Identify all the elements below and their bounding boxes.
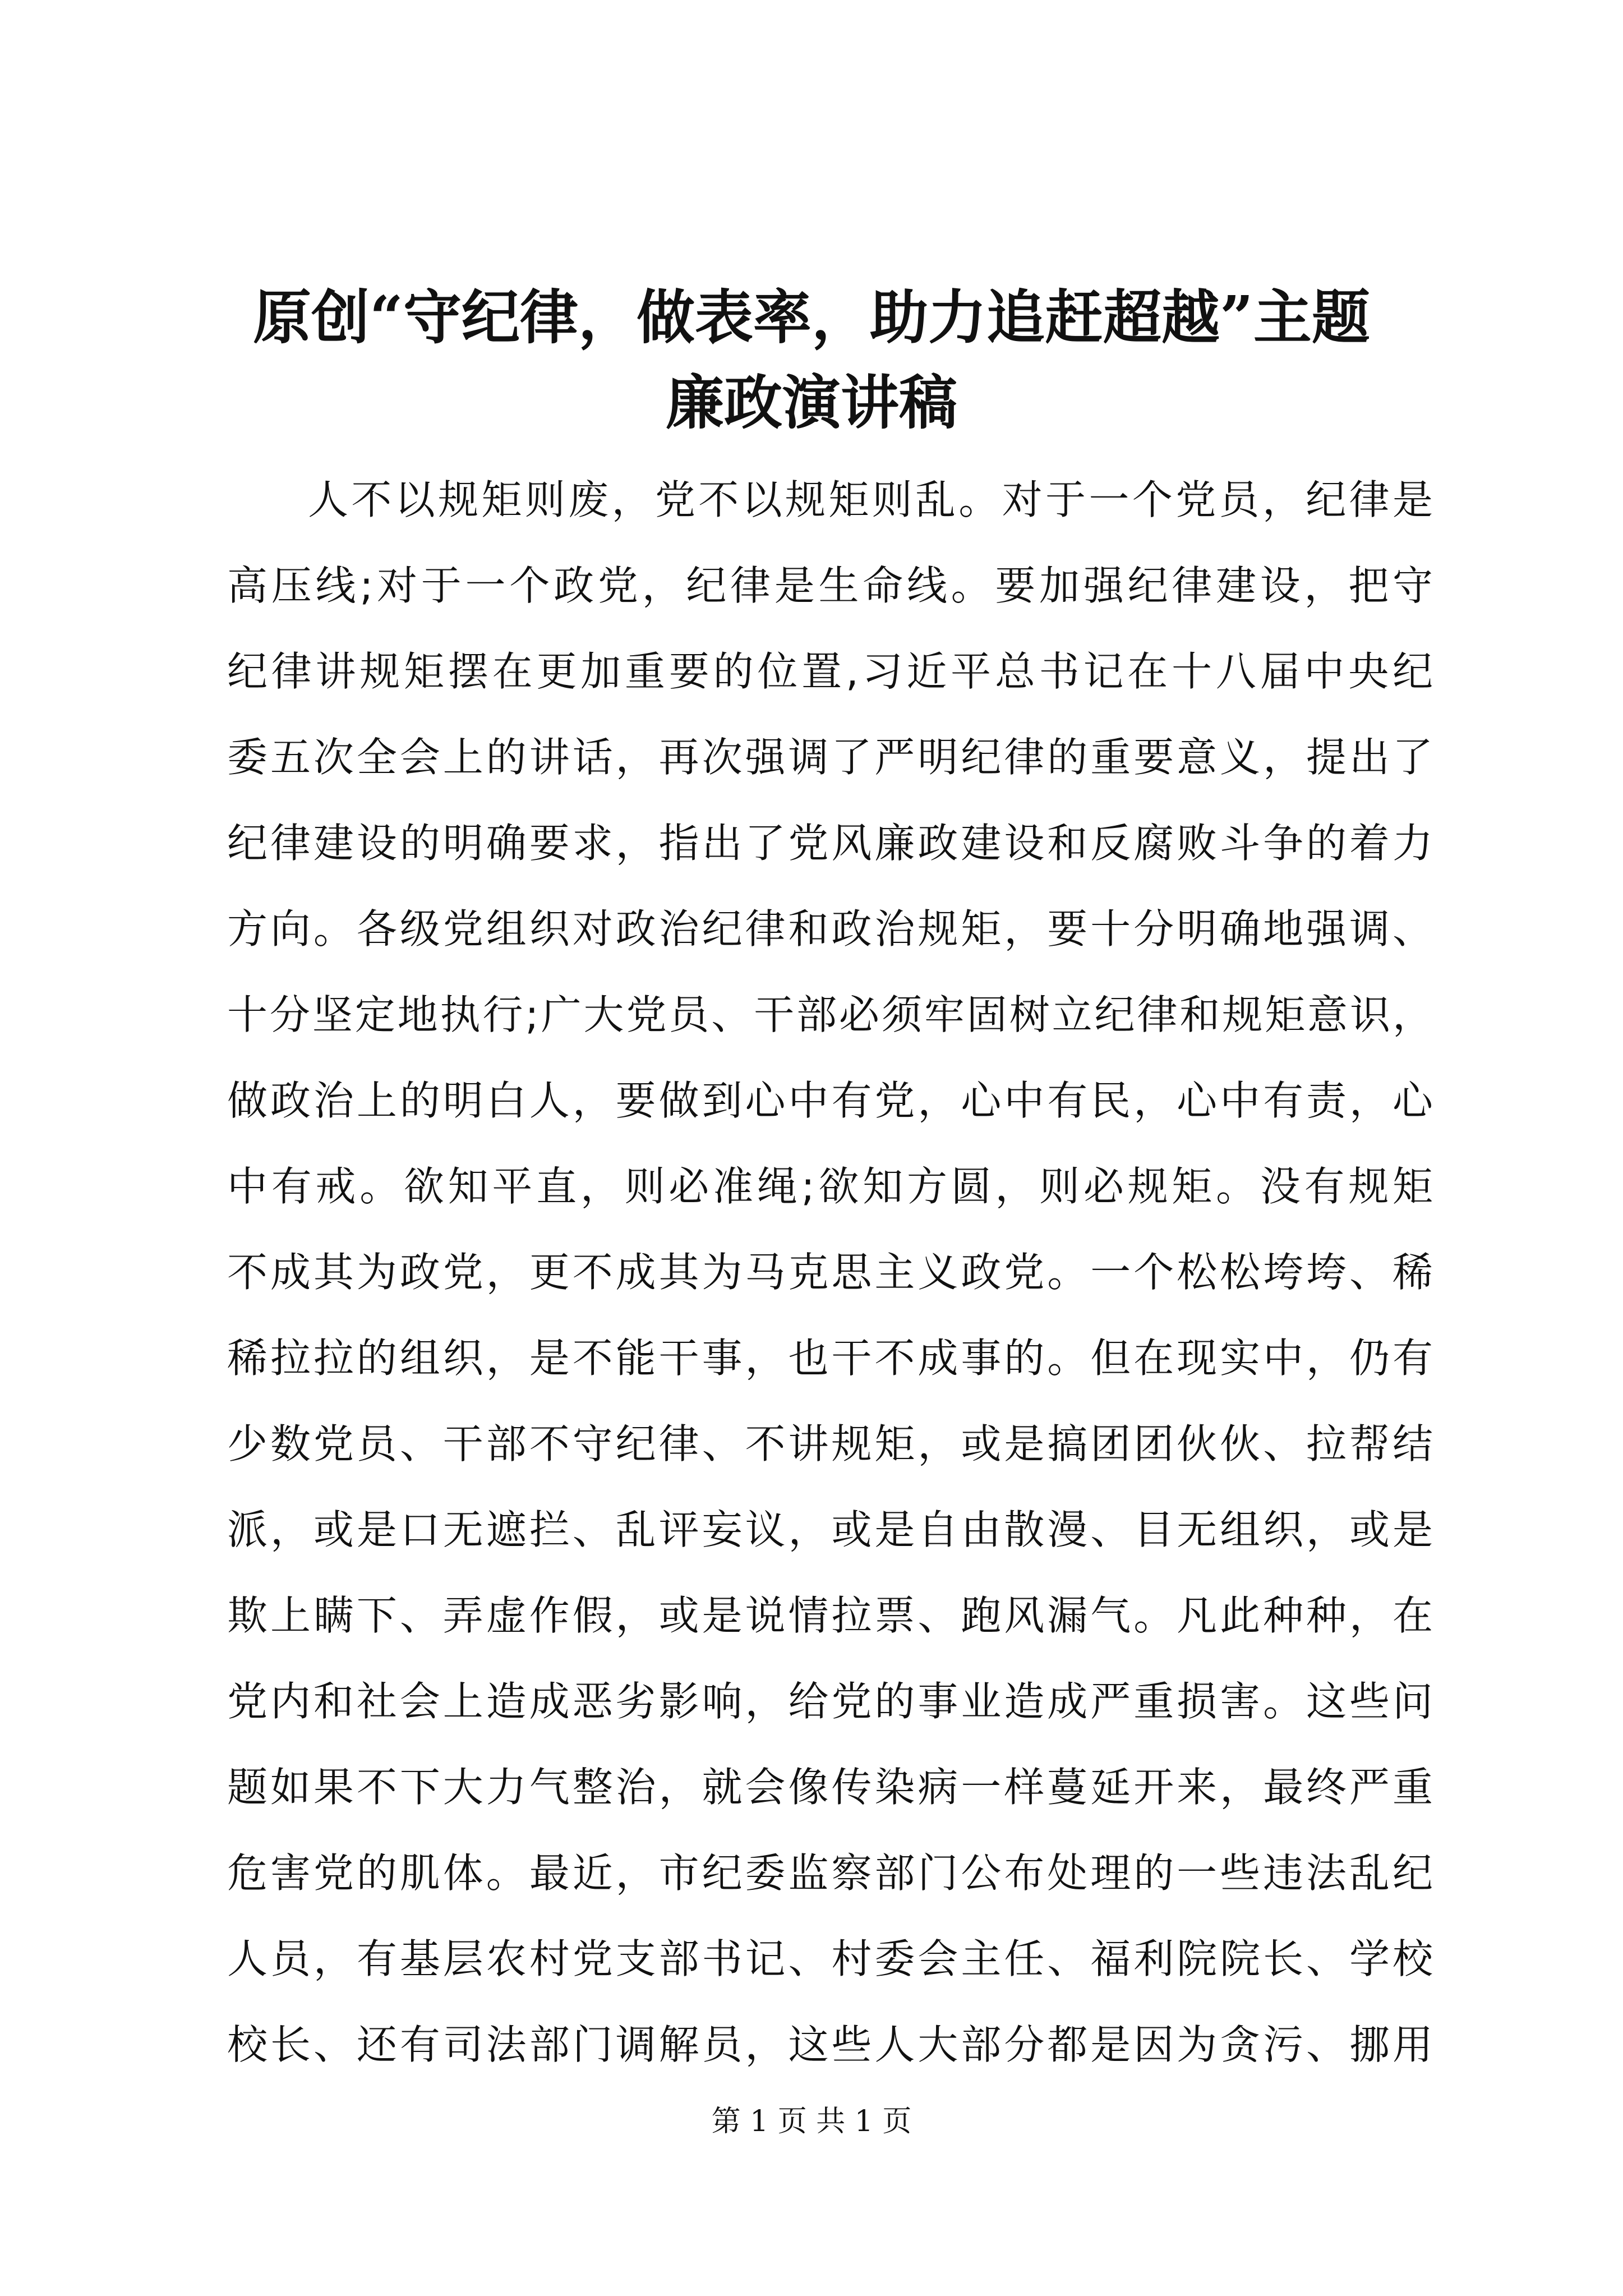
body-line: 危害党的肌体。最近，市纪委监察部门公布处理的一些违法乱纪 (227, 1849, 1433, 1897)
body-line: 做政治上的明白人，要做到心中有党，心中有民，心中有责，心 (227, 1077, 1433, 1124)
document-title (185, 275, 1438, 445)
body-line: 少数党员、干部不守纪律、不讲规矩，或是搞团团伙伙、拉帮结 (227, 1420, 1433, 1467)
page-number-footer: 第 1 页 共 1 页 (711, 2105, 912, 2138)
body-line: 委五次全会上的讲话，再次强调了严明纪律的重要意义，提出了 (227, 734, 1433, 781)
body-line: 中有戒。欲知平直，则必准绳;欲知方圆，则必规矩。没有规矩 (227, 1163, 1433, 1210)
body-line: 不成其为政党，更不成其为马克思主义政党。一个松松垮垮、稀 (227, 1249, 1433, 1296)
body-line: 稀拉拉的组织，是不能干事，也干不成事的。但在现实中，仍有 (227, 1335, 1433, 1382)
body-line: 纪律建设的明确要求，指出了党风廉政建设和反腐败斗争的着力 (227, 820, 1433, 867)
title-line-2: 廉政演讲稿 (665, 368, 957, 437)
body-line: 派，或是口无遮拦、乱评妄议，或是自由散漫、目无组织，或是 (227, 1506, 1433, 1553)
body-line: 题如果不下大力气整治，就会像传染病一样蔓延开来，最终严重 (227, 1764, 1433, 1811)
body-line: 十分坚定地执行;广大党员、干部必须牢固树立纪律和规矩意识， (227, 991, 1433, 1038)
body-line: 纪律讲规矩摆在更加重要的位置,习近平总书记在十八届中央纪 (227, 648, 1433, 695)
document-body (227, 457, 1433, 2088)
body-line: 欺上瞒下、弄虚作假，或是说情拉票、跑风漏气。凡此种种，在 (227, 1592, 1433, 1639)
body-line: 校长、还有司法部门调解员，这些人大部分都是因为贪污、挪用 (227, 2021, 1433, 2068)
body-line: 方向。各级党组织对政治纪律和政治规矩，要十分明确地强调、 (227, 905, 1433, 953)
body-line: 人员，有基层农村党支部书记、村委会主任、福利院院长、学校 (227, 1935, 1433, 1982)
body-line: 高压线;对于一个政党，纪律是生命线。要加强纪律建设，把守 (227, 562, 1433, 609)
body-line: 党内和社会上造成恶劣影响，给党的事业造成严重损害。这些问 (227, 1678, 1433, 1725)
body-line: 人不以规矩则废，党不以规矩则乱。对于一个党员，纪律是 (308, 476, 1433, 523)
title-line-1: 原创“守纪律，做表率，助力追赶超越”主题 (253, 283, 1370, 352)
